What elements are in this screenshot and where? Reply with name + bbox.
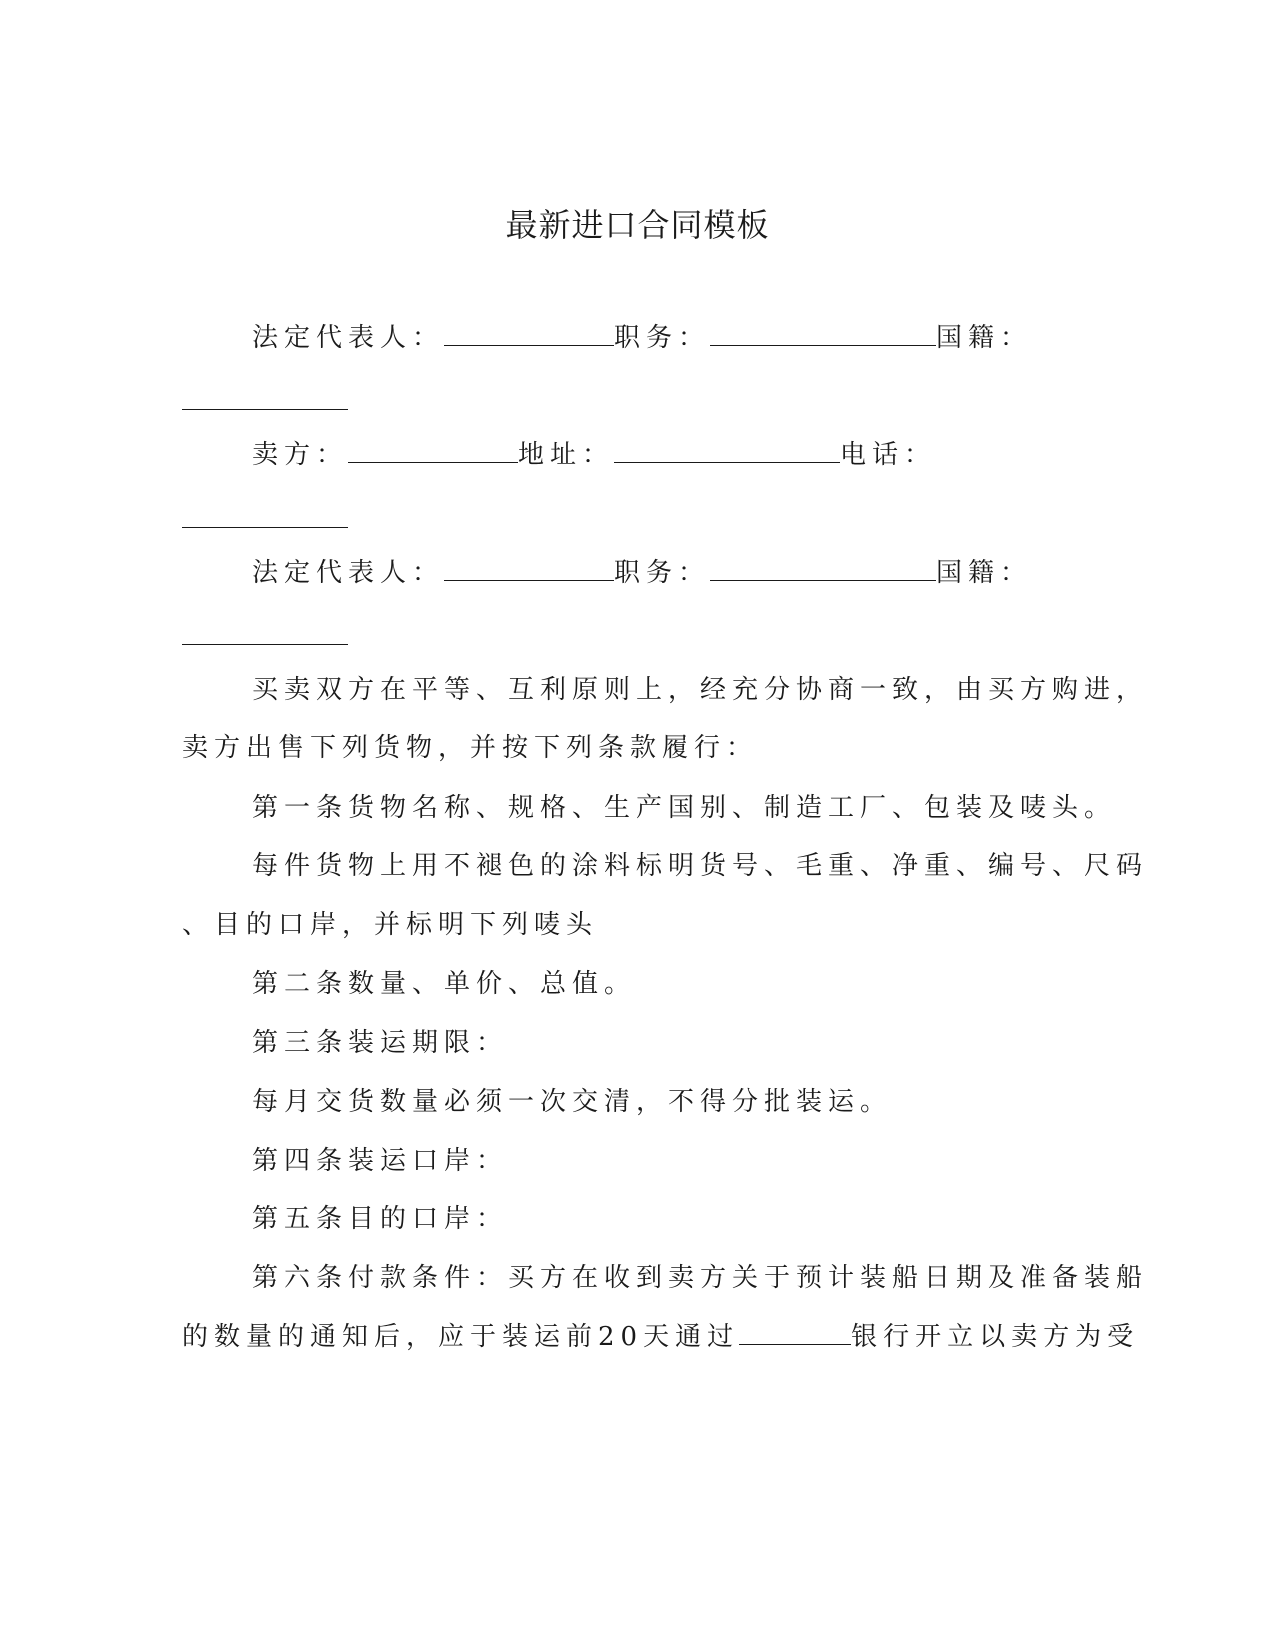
paragraph-line: 每月交货数量必须一次交清，不得分批装运。 bbox=[252, 1087, 893, 1117]
field-label: 电话： bbox=[840, 440, 937, 470]
article-3: 第三条装运期限： bbox=[252, 1028, 509, 1058]
blank-field bbox=[182, 527, 348, 528]
paragraph-line: 每件货物上用不褪色的涂料标明货号、毛重、净重、编号、尺码 bbox=[252, 851, 1149, 881]
text-segment: 银行开立以卖方为受 bbox=[851, 1322, 1140, 1352]
blank-field bbox=[348, 440, 518, 463]
blank-field bbox=[710, 558, 936, 581]
blank-field bbox=[710, 323, 936, 346]
field-label: 法定代表人： bbox=[252, 558, 445, 588]
field-label: 国籍： bbox=[936, 323, 1033, 353]
party-row-legal-rep-2 bbox=[252, 555, 1032, 591]
blank-field bbox=[444, 323, 614, 346]
article-6: 第六条付款条件：买方在收到卖方关于预计装船日期及准备装船 bbox=[252, 1263, 1149, 1293]
text-segment: 的数量的通知后，应于装运前20天通过 bbox=[182, 1322, 740, 1352]
blank-field bbox=[182, 409, 348, 410]
article-1: 第一条货物名称、规格、生产国别、制造工厂、包装及唛头。 bbox=[252, 793, 1117, 823]
paragraph-line: 、目的口岸，并标明下列唛头 bbox=[182, 910, 599, 940]
document-title: 最新进口合同模板 bbox=[505, 206, 770, 244]
field-label: 国籍： bbox=[936, 558, 1033, 588]
field-label: 职务： bbox=[614, 323, 711, 353]
paragraph-line: 买卖双方在平等、互利原则上，经充分协商一致，由买方购进， bbox=[252, 675, 1149, 705]
paragraph-line: 卖方出售下列货物，并按下列条款履行： bbox=[182, 733, 759, 763]
party-row-legal-rep-1 bbox=[252, 320, 1032, 356]
field-label: 地址： bbox=[518, 440, 615, 470]
field-label: 法定代表人： bbox=[252, 323, 445, 353]
article-5: 第五条目的口岸： bbox=[252, 1204, 509, 1234]
blank-field bbox=[739, 1322, 851, 1345]
article-4: 第四条装运口岸： bbox=[252, 1146, 509, 1176]
field-label: 卖方： bbox=[252, 440, 349, 470]
field-label: 职务： bbox=[614, 558, 711, 588]
blank-field bbox=[614, 440, 840, 463]
party-row-seller bbox=[252, 437, 936, 473]
blank-field bbox=[182, 644, 348, 645]
article-2: 第二条数量、单价、总值。 bbox=[252, 969, 637, 999]
paragraph-line bbox=[182, 1319, 1139, 1355]
blank-field bbox=[444, 558, 614, 581]
